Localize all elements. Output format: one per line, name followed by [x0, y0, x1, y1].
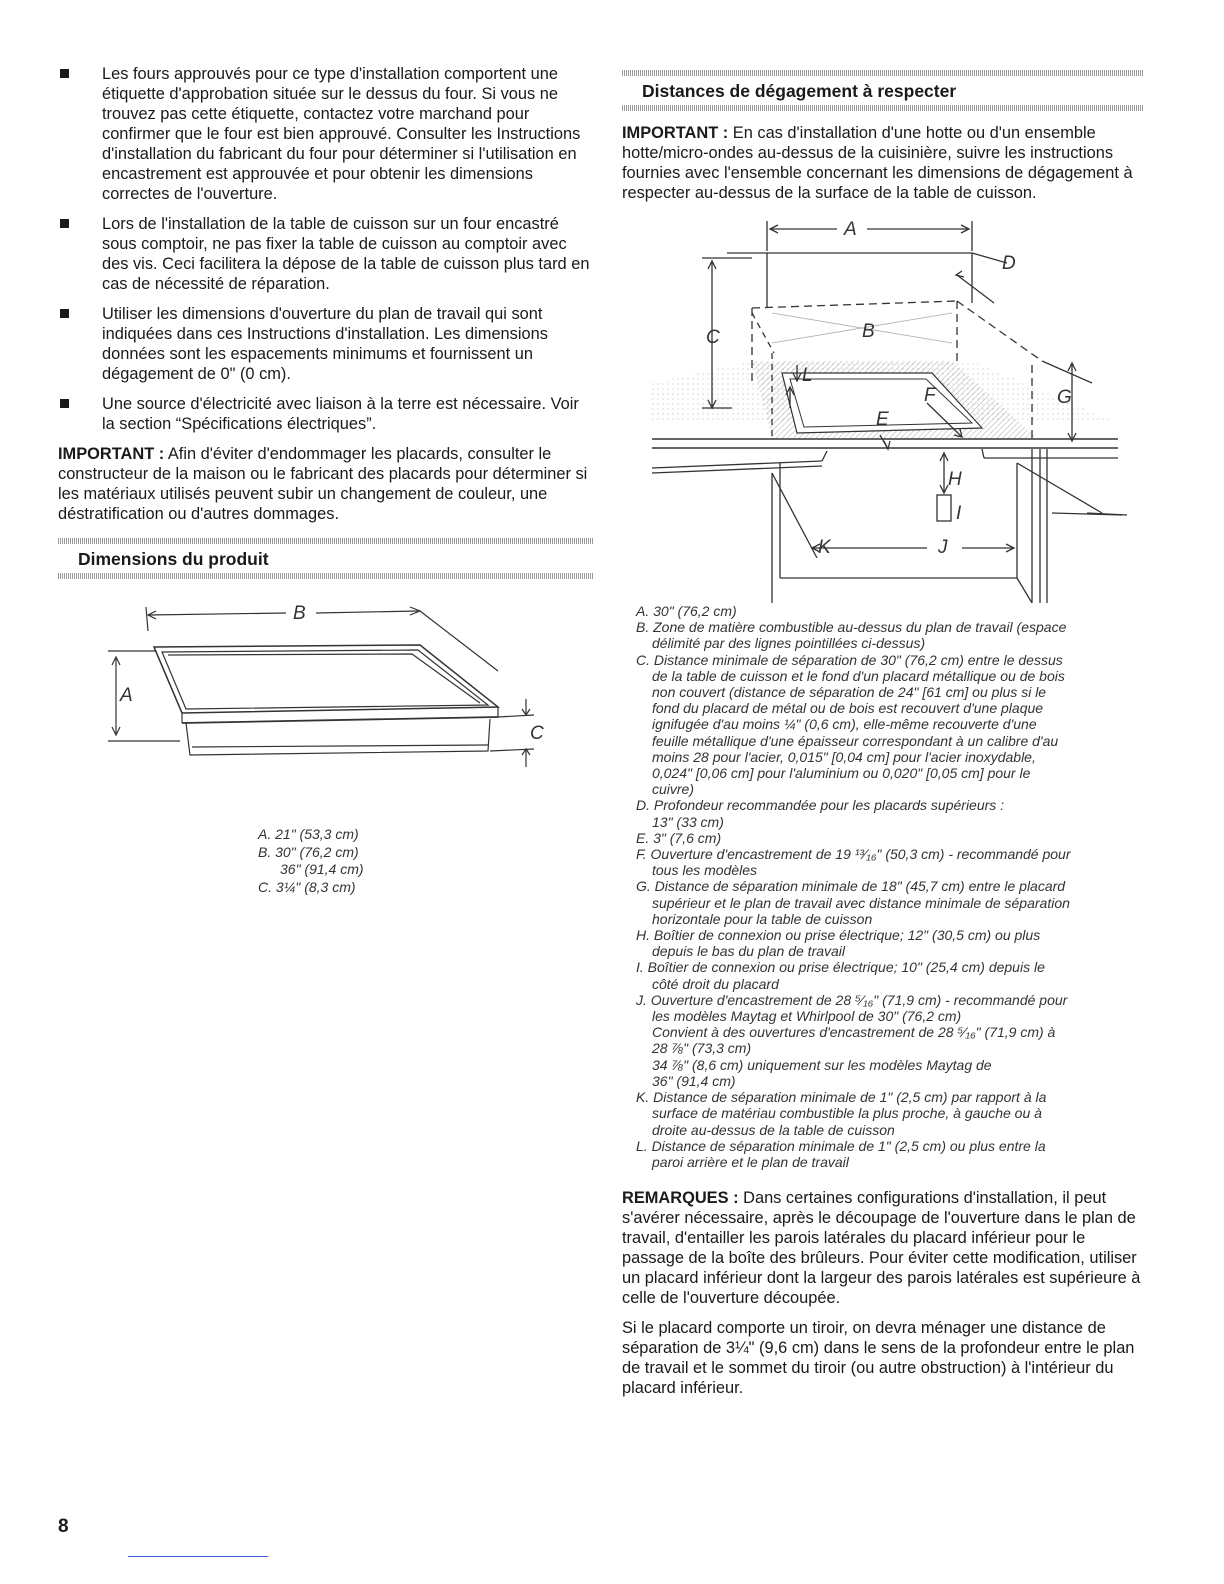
caption-line: de la table de cuisson et le fond d'un placard métallique ou de bois: [652, 667, 1065, 684]
list-item: [58, 64, 593, 204]
caption-line: 13" (33 cm): [652, 813, 724, 830]
caption-line: droite au-dessus de la table de cuisson: [652, 1121, 895, 1138]
label-e: E: [876, 409, 889, 430]
caption-line: délimité par des lignes pointillées ci-dessus): [652, 635, 926, 652]
caption-line: 36" (91,4 cm): [652, 1072, 736, 1089]
caption-item: A. 30" (76,2 cm): [636, 603, 737, 619]
caption-item: E. 3" (7,6 cm): [636, 829, 722, 846]
list-item-text: Utiliser les dimensions d'ouverture du plan de travail qui sont indiquées dans ces Instructions d'installation. Les dimensions données sont les espacements minimums et fournissent un dégagement de 0" (0 cm).: [102, 305, 548, 383]
requirements-list: [58, 64, 593, 434]
left-column: [58, 64, 593, 781]
caption-line: C. 3¼" (8,3 cm): [258, 878, 356, 895]
caption-item: F. Ouverture d'encastrement de 19 ¹³⁄₁₆" (50,3 cm) - recommandé pour: [636, 846, 1071, 863]
label-b: B: [862, 321, 875, 342]
important-label: IMPORTANT :: [622, 124, 729, 142]
caption-line: ignifugée d'au moins ¼" (0,6 cm), elle-même recouverte d'une: [652, 716, 1037, 733]
section-title: Dimensions du produit: [78, 549, 269, 569]
clearance-diagram: [622, 213, 1144, 603]
label-c: C: [706, 327, 720, 348]
label-h: H: [948, 469, 962, 490]
caption-item: C. Distance minimale de séparation de 30" (76,2 cm) entre le dessus: [636, 651, 1063, 668]
caption-line: paroi arrière et le plan de travail: [652, 1153, 849, 1170]
caption-line: surface de matériau combustible la plus proche, à gauche ou à: [652, 1105, 1042, 1122]
caption-line: depuis le bas du plan de travail: [652, 943, 846, 960]
list-item-text: Les fours approuvés pour ce type d'installation comportent une étiquette d'approbation située sur le dessus du four. Si vous ne trouvez pas cette étiquette, contactez votre marchand pour confirmer que le four est bien approuvé. Consulter les Instructions d'installation du fabricant du four pour déterminer si l'utilisation en encastrement est approuvée et pour obtenir les dimensions correctes de l'ouverture.: [102, 65, 581, 203]
caption-line: les modèles Maytag et Whirlpool de 30" (76,2 cm): [652, 1008, 962, 1025]
caption-line: 0,024" [0,06 cm] pour l'aluminium ou 0,020" [0,05 cm] pour le: [652, 765, 1031, 782]
caption-line: côté droit du placard: [652, 975, 779, 992]
remarks-label: REMARQUES :: [622, 1189, 739, 1208]
caption-item: H. Boîtier de connexion ou prise électrique; 12" (30,5 cm) ou plus: [636, 927, 1041, 944]
product-dimensions-caption: [258, 826, 364, 896]
caption-line: 36" (91,4 cm): [280, 861, 364, 877]
label-f: F: [924, 385, 936, 406]
label-i: I: [956, 503, 962, 524]
label-a: A: [844, 219, 857, 240]
clearance-captions: [622, 603, 1144, 1170]
bullet-square-icon: [60, 69, 69, 78]
bullet-square-icon: [60, 309, 69, 318]
important-note-right: [622, 123, 1144, 203]
label-a: A: [120, 685, 133, 706]
remarks-paragraph: [622, 1188, 1144, 1308]
label-d: D: [1002, 253, 1016, 274]
caption-item: D. Profondeur recommandée pour les placards supérieurs :: [636, 797, 1005, 814]
caption-item: L. Distance de séparation minimale de 1" (2,5 cm) ou plus entre la: [636, 1137, 1046, 1154]
clearance-header: [622, 70, 1144, 111]
caption-line: B. 30" (76,2 cm): [258, 843, 359, 860]
caption-line: horizontale pour la table de cuisson: [652, 910, 873, 927]
caption-line: Convient à des ouvertures d'encastrement de 28 ⁵⁄₁₆" (71,9 cm) à: [652, 1024, 1056, 1041]
caption-line: feuille métallique d'une épaisseur correspondant à un calibre d'au: [652, 732, 1059, 749]
caption-line: A. 21" (53,3 cm): [258, 826, 359, 842]
list-item-text: Lors de l'installation de la table de cuisson sur un four encastré sous comptoir, ne pas fixer la table de cuisson au comptoir avec des vis. Ceci facilitera la dépose de la table de cuisson plus tard en cas de nécessité de réparation.: [102, 215, 590, 293]
list-item: [58, 214, 593, 294]
important-note-left: [58, 444, 593, 524]
caption-item: G. Distance de séparation minimale de 18" (45,7 cm) entre le placard: [636, 878, 1066, 895]
caption-item: B. Zone de matière combustible au-dessus du plan de travail (espace: [636, 619, 1067, 636]
label-g: G: [1057, 387, 1072, 408]
caption-line: non couvert (distance de séparation de 24" [61 cm] ou plus si le: [652, 684, 1047, 701]
caption-line: tous les modèles: [652, 862, 758, 879]
caption-line: 28 ⅞" (73,3 cm): [652, 1040, 752, 1057]
list-item: [58, 394, 593, 434]
section-title: Distances de dégagement à respecter: [642, 81, 957, 101]
section-rule: [58, 573, 593, 579]
product-dimensions-diagram: [58, 591, 593, 781]
important-text: Afin d'éviter d'endommager les placards, consulter le constructeur de la maison ou le fabricant des placards pour déterminer si les matériaux utilisés peuvent subir un changement de couleur, une déstratification ou d'autres dommages.: [58, 445, 588, 523]
important-text: En cas d'installation d'une hotte ou d'un ensemble hotte/micro-ondes au-dessus de la cuisinière, suivre les instructions fournies avec l'ensemble concernant les dimensions de dégagement à respecter au-dessus de la surface de la table de cuisson.: [622, 124, 1133, 202]
remarks-text: Dans certaines configurations d'installation, il peut s'avérer nécessaire, après le découpage de l'ouverture dans le plan de travail, d'entailler les parois latérales du placard inférieur pour le passage de la boîte des brûleurs. Pour éviter cette modification, utiliser un placard inférieur dont la largeur des parois latérales est supérieure à celle de l'ouverture découpée.: [622, 1189, 1141, 1308]
section-rule: [622, 105, 1144, 111]
caption-line: cuivre): [652, 781, 695, 798]
right-column: [622, 70, 1144, 1408]
label-l: L: [802, 365, 813, 386]
caption-item: K. Distance de séparation minimale de 1" (2,5 cm) par rapport à la: [636, 1089, 1047, 1106]
caption-item: J. Ouverture d'encastrement de 28 ⁵⁄₁₆" (71,9 cm) - recommandé pour: [636, 991, 1068, 1008]
label-c: C: [530, 723, 544, 744]
caption-line: fond du placard de métal ou de bois est recouvert d'une plaque: [652, 700, 1044, 717]
label-b: B: [293, 603, 306, 624]
caption-line: 34 ⅞" (8,6 cm) uniquement sur les modèles Maytag de: [652, 1056, 992, 1073]
important-label: IMPORTANT :: [58, 445, 165, 463]
product-dimensions-header: [58, 538, 593, 579]
bullet-square-icon: [60, 219, 69, 228]
drawer-note: Si le placard comporte un tiroir, on devra ménager une distance de séparation de 3¼" (9,6 cm) dans le sens de la profondeur entre le plan de travail et le sommet du tiroir (ou autre obstruction) à l'intérieur du placard inférieur.: [622, 1319, 1135, 1398]
caption-item: I. Boîtier de connexion ou prise électrique; 10" (25,4 cm) depuis le: [636, 959, 1045, 976]
caption-line: supérieur et le plan de travail avec distance minimale de séparation: [652, 894, 1070, 911]
list-item-text: Une source d'électricité avec liaison à la terre est nécessaire. Voir la section “Spécifications électriques”.: [102, 395, 579, 433]
bullet-square-icon: [60, 399, 69, 408]
caption-line: moins 28 pour l'acier, 0,015" [0,04 cm] pour l'acier inoxydable,: [652, 748, 1036, 765]
label-j: J: [938, 537, 948, 558]
footer-rule: [128, 1556, 268, 1557]
page-number: 8: [58, 1516, 69, 1537]
list-item: [58, 304, 593, 384]
label-k: K: [818, 537, 831, 558]
